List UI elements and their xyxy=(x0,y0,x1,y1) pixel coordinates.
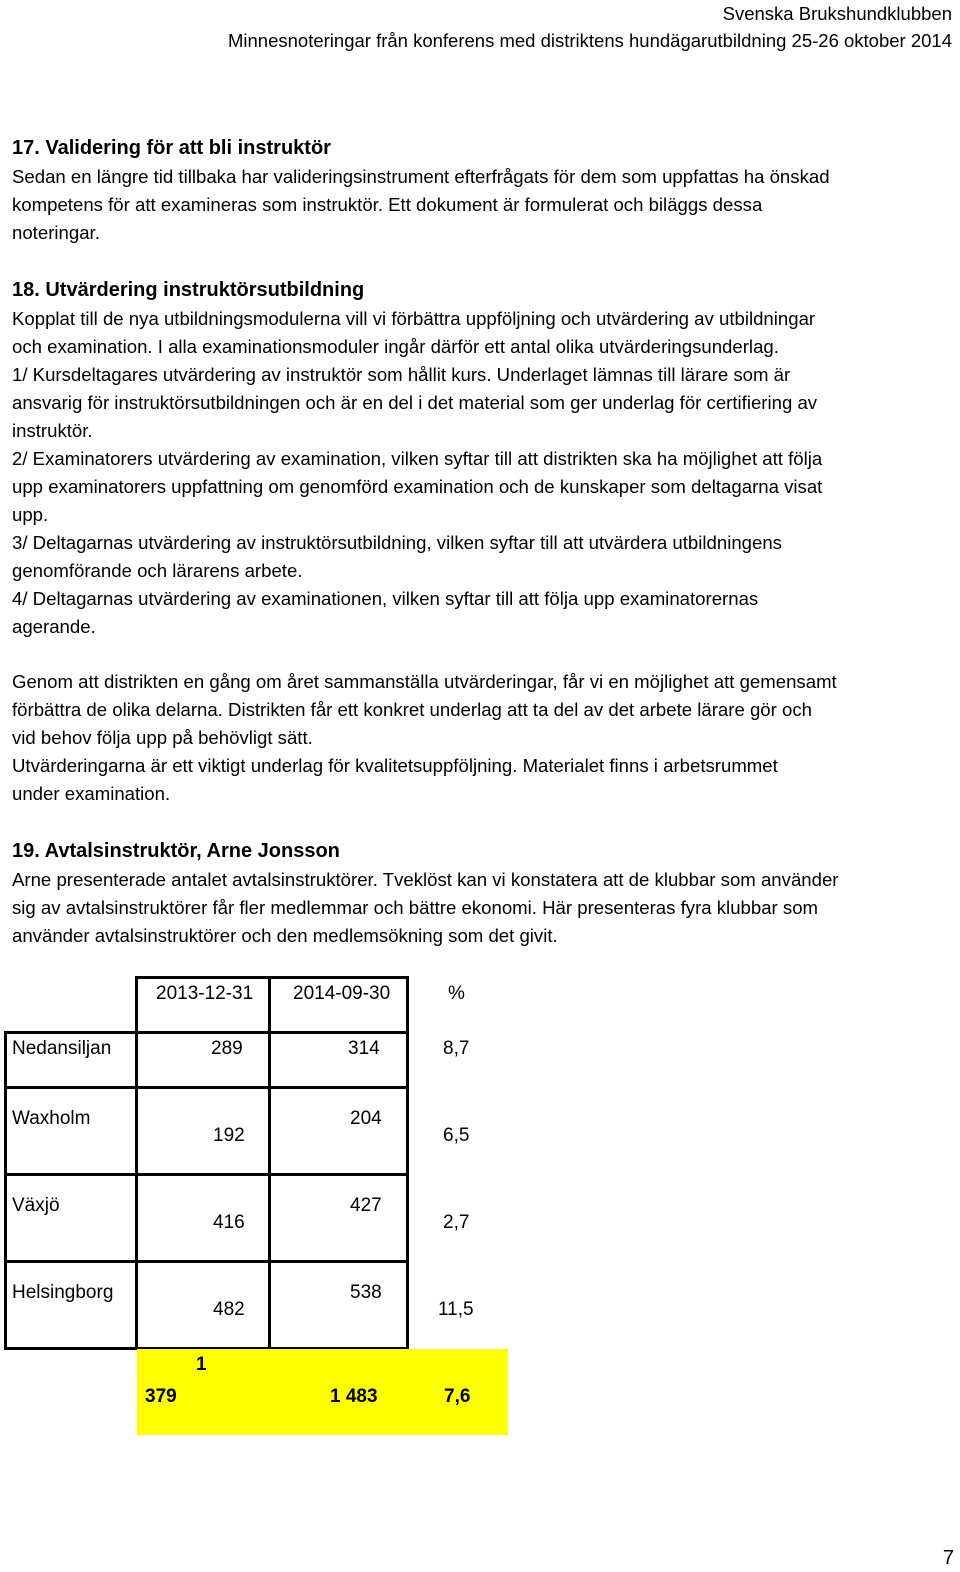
text-line: 1/ Kursdeltagares utvärdering av instruktör som hållit kurs. Underlaget lämnas till lärare som är xyxy=(12,364,791,385)
section-18-heading: 18. Utvärdering instruktörsutbildning xyxy=(12,279,365,301)
text-line: agerande. xyxy=(12,616,96,637)
text-line: Arne presenterade antalet avtalsinstruktörer. Tveklöst kan vi konstatera att de klubbar som använder xyxy=(12,869,839,890)
text-line: under examination. xyxy=(12,783,171,804)
total-2013-line1: 1 xyxy=(196,1354,207,1375)
table-row-club: Nedansiljan xyxy=(12,1038,112,1059)
text-line: och examination. I alla examinationsmoduler ingår därför ett antal olika utvärderingsunderlag. xyxy=(12,336,779,357)
text-line: vid behov följa upp på behövligt sätt. xyxy=(12,727,313,748)
table-row-percent: 6,5 xyxy=(443,1125,470,1146)
table-border xyxy=(406,976,409,1350)
text-line: Sedan en längre tid tillbaka har valideringsinstrument efterfrågats för dem som uppfattas ha önskad xyxy=(12,166,830,187)
table-border xyxy=(4,1260,409,1263)
table-border xyxy=(135,976,138,1350)
text-line: upp. xyxy=(12,504,49,525)
table-row-2013: 289 xyxy=(211,1038,243,1059)
text-line: 4/ Deltagarnas utvärdering av examinationen, vilken syftar till att följa upp examinatorernas xyxy=(12,588,759,609)
text-line: kompetens för att examineras som instruktör. Ett dokument är formulerat och biläggs dessa xyxy=(12,194,763,215)
table-row-2014: 204 xyxy=(350,1108,382,1129)
table-border xyxy=(4,1031,7,1350)
table-row-club: Waxholm xyxy=(12,1108,91,1129)
text-line: Kopplat till de nya utbildningsmodulerna vill vi förbättra uppföljning och utvärdering av utbildningar xyxy=(12,308,816,329)
section-18-body xyxy=(12,305,957,641)
header-org: Svenska Brukshundklubben xyxy=(722,3,952,24)
table-row-2013: 482 xyxy=(213,1299,245,1320)
text-line: Utvärderingarna är ett viktigt underlag för kvalitetsuppföljning. Materialet finns i arbetsrummet xyxy=(12,755,778,776)
text-line: genomförande och lärarens arbete. xyxy=(12,560,303,581)
text-line: Genom att distrikten en gång om året sammanställa utvärderingar, får vi en möjlighet att gemensamt xyxy=(12,671,837,692)
text-line: förbättra de olika delarna. Distrikten får ett konkret underlag att ta del av det arbete lärare gör och xyxy=(12,699,812,720)
text-line: 2/ Examinatorers utvärdering av examination, vilken syftar till att distrikten ska ha möjlighet att följa xyxy=(12,448,823,469)
text-line: sig av avtalsinstruktörer får fler medlemmar och bättre ekonomi. Här presenteras fyra klubbar som xyxy=(12,897,819,918)
section-17-heading: 17. Validering för att bli instruktör xyxy=(12,137,331,159)
table-border xyxy=(4,1173,409,1176)
total-percent: 7,6 xyxy=(444,1386,471,1407)
page-number: 7 xyxy=(942,1547,954,1569)
table-row-2014: 538 xyxy=(350,1282,382,1303)
table-border xyxy=(4,1086,409,1089)
table-row-2013: 192 xyxy=(213,1125,245,1146)
text-line: noteringar. xyxy=(12,222,100,243)
section-19-body xyxy=(12,866,957,950)
table-border xyxy=(135,976,409,979)
table-row-2014: 314 xyxy=(348,1038,380,1059)
section-19-heading: 19. Avtalsinstruktör, Arne Jonsson xyxy=(12,840,340,862)
text-line: upp examinatorers uppfattning om genomförd examination och de kunskaper som deltagarna visat xyxy=(12,476,823,497)
total-2013-line2: 379 xyxy=(145,1386,177,1407)
table-row-percent: 8,7 xyxy=(443,1038,470,1059)
section-17-body xyxy=(12,163,957,247)
text-line: använder avtalsinstruktörer och den medlemsökning som det givit. xyxy=(12,925,558,946)
column-header-percent: % xyxy=(448,983,465,1004)
table-row-2013: 416 xyxy=(213,1212,245,1233)
header-subtitle: Minnesnoteringar från konferens med distriktens hundägarutbildning 25-26 oktober 2014 xyxy=(227,30,952,51)
table-border xyxy=(4,1031,409,1034)
text-line: ansvarig för instruktörsutbildningen och är en del i det material som ger underlag för certifiering av xyxy=(12,392,818,413)
text-line: instruktör. xyxy=(12,420,93,441)
section-18-paragraph-2 xyxy=(12,668,957,808)
table-row-club: Helsingborg xyxy=(12,1282,114,1303)
column-header-2013: 2013-12-31 xyxy=(156,983,254,1004)
table-row-club: Växjö xyxy=(12,1195,60,1216)
table-row-percent: 2,7 xyxy=(443,1212,470,1233)
table-row-percent: 11,5 xyxy=(438,1299,474,1320)
table-border xyxy=(268,976,271,1350)
total-2014: 1 483 xyxy=(330,1386,378,1407)
column-header-2014: 2014-09-30 xyxy=(293,983,391,1004)
table-row-2014: 427 xyxy=(350,1195,382,1216)
text-line: 3/ Deltagarnas utvärdering av instruktörsutbildning, vilken syftar till att utvärdera utbildningens xyxy=(12,532,782,553)
